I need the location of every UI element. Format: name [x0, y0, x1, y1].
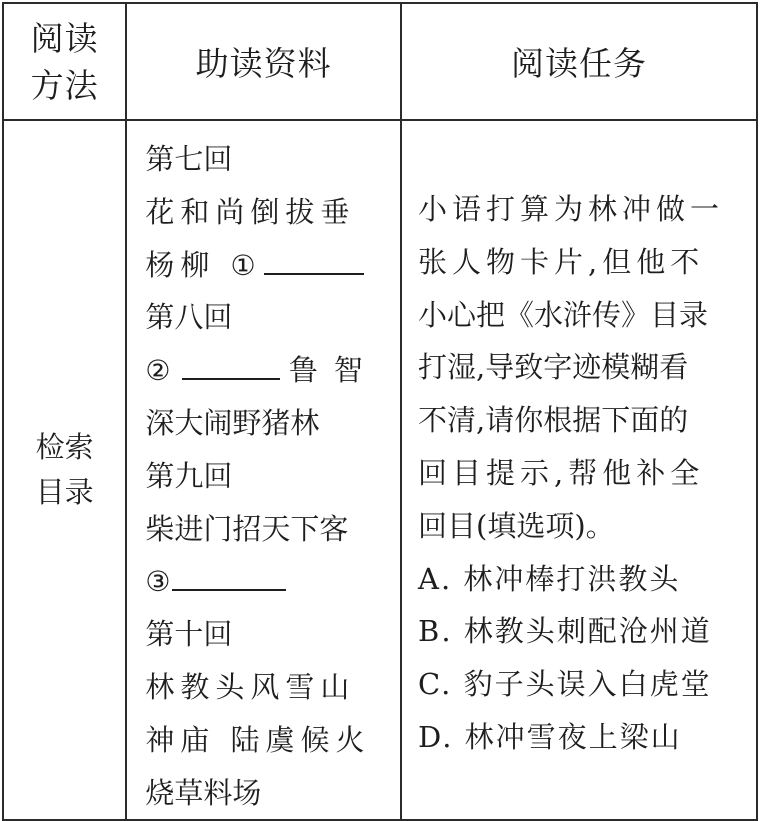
- chapter8-name-part1: 鲁智: [288, 353, 379, 388]
- task-text-line: 回目(填选项)。: [418, 508, 615, 543]
- table-header-row: [3, 3, 757, 120]
- blank2-marker: ②: [145, 354, 171, 388]
- chapter9-title: 第九回: [145, 458, 233, 493]
- blank1-marker: ①: [230, 248, 262, 282]
- chapter10-name-part1: 林教头风雪山: [145, 669, 356, 704]
- task-text-line: 张人物卡片,但他不: [418, 244, 705, 279]
- option-b: B. 林教头刺配沧州道: [418, 614, 712, 649]
- header-reading-method: [3, 3, 126, 120]
- blank3-marker: ③: [145, 565, 171, 599]
- header-method-line2: 方法: [30, 65, 99, 105]
- task-text-line: 打湿,导致字迹模糊看: [418, 350, 689, 385]
- header-method-line1: 阅读: [30, 18, 99, 58]
- material-cell: [126, 120, 401, 820]
- chapter8-name-part1-line: [145, 344, 390, 397]
- table-body-row: [3, 120, 757, 820]
- chapter8-name-part2: 深大闹野猪林: [145, 405, 320, 440]
- option-a: A. 林冲棒打洪教头: [418, 561, 681, 596]
- chapter7-title: 第七回: [145, 142, 233, 176]
- task-text-line: 小心把《水浒传》目录: [418, 297, 709, 332]
- option-c: C. 豹子头误入白虎堂: [418, 667, 712, 702]
- chapter7-name-part2-line: [145, 239, 390, 292]
- blank1-answer-line[interactable]: [264, 239, 364, 275]
- chapter10-name-part2: 神庙 陆虞候火: [145, 722, 371, 757]
- blank3-line: [145, 555, 390, 608]
- header-reading-task: 阅读任务: [401, 3, 757, 120]
- task-text-line: 不清,请你根据下面的: [418, 403, 689, 438]
- chapter10-name-part3: 烧草料场: [145, 775, 262, 810]
- chapter8-title: 第八回: [145, 300, 233, 335]
- header-reading-material: 助读资料: [126, 3, 401, 120]
- blank2-answer-line[interactable]: [182, 344, 280, 380]
- chapter7-name-part1: 花和尚倒拔垂: [145, 194, 356, 229]
- reading-task-table: [2, 2, 758, 821]
- method-line1: 检索: [35, 430, 94, 465]
- method-cell: [3, 120, 126, 820]
- chapter10-title: 第十回: [145, 617, 233, 652]
- task-text-line: 回目提示,帮他补全: [418, 455, 705, 490]
- chapter7-name-part2: 杨柳: [145, 247, 216, 282]
- chapter9-name: 柴进门招天下客: [145, 511, 349, 546]
- task-cell: [401, 120, 757, 820]
- blank3-answer-line[interactable]: [172, 555, 286, 591]
- option-d: D. 林冲雪夜上梁山: [418, 719, 682, 754]
- task-text-line: 小语打算为林冲做一: [418, 192, 725, 226]
- method-line2: 目录: [35, 475, 94, 510]
